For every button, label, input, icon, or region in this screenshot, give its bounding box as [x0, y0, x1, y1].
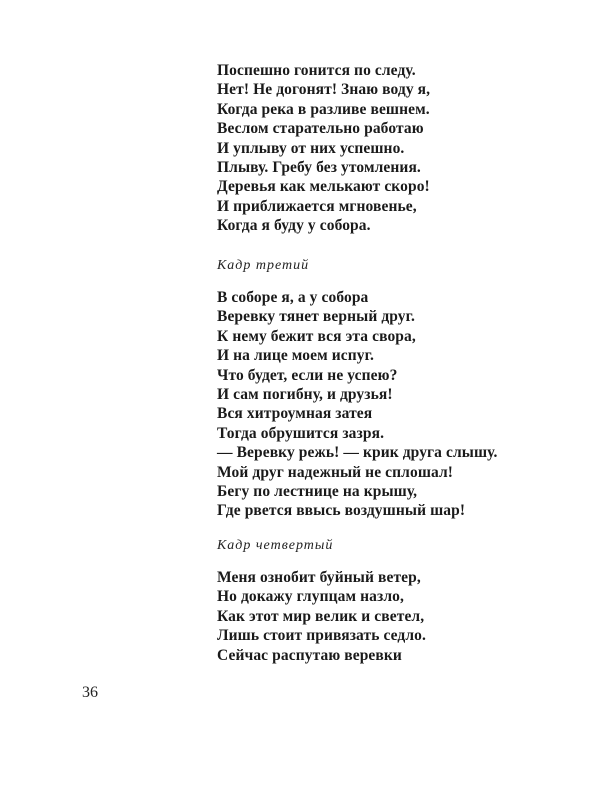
poem-line: — Веревку режь! — крик друга слышу. — [217, 444, 498, 462]
poem-line: Сейчас распутаю веревки — [217, 646, 402, 664]
poem-line: Что будет, если не успею? — [217, 366, 398, 384]
poem-line: К нему бежит вся эта свора, — [217, 327, 416, 345]
page-number: 36 — [82, 684, 98, 701]
poem-line: Мой друг надежный не сплошал! — [217, 463, 454, 481]
poem-line: Поспешно гонится по следу. — [217, 62, 416, 79]
poem-line: И уплыву от них успешно. — [217, 139, 405, 157]
poem-line: Деревья как мелькают скоро! — [217, 178, 430, 196]
poem-line: Бегу по лестнице на крышу, — [217, 483, 418, 501]
poem-stanza-1 — [217, 61, 430, 236]
section-heading-frame-3: Кадр третий — [217, 258, 310, 273]
poem-line: Вся хитроумная затея — [217, 405, 373, 423]
poem-line: Веревку тянет верный друг. — [217, 308, 415, 326]
poem-line: Как этот мир велик и светел, — [217, 607, 425, 625]
poem-line: Где рвется ввысь воздушный шар! — [217, 502, 466, 520]
poem-stanza-3 — [217, 568, 426, 665]
poem-line: Лишь стоит привязать седло. — [217, 627, 426, 645]
poem-stanza-2 — [217, 288, 497, 521]
poem-line: Когда я буду у собора. — [217, 217, 371, 235]
poem-line: И приближается мгновенье, — [217, 197, 417, 215]
poem-line: И сам погибну, и друзья! — [217, 386, 393, 404]
poem-line: Нет! Не догонят! Знаю воду я, — [217, 81, 431, 99]
poem-line: Веслом старательно работаю — [217, 120, 424, 138]
poem-line: Тогда обрушится зазря. — [217, 424, 385, 442]
poem-line: Но докажу глупцам назло, — [217, 588, 404, 606]
poem-line: В соборе я, а у собора — [217, 289, 369, 306]
poem-line: Меня ознобит буйный ветер, — [217, 569, 421, 586]
poem-line: Плыву. Гребу без утомления. — [217, 159, 421, 177]
poem-line: Когда река в разливе вешнем. — [217, 100, 430, 118]
poem-line: И на лице моем испуг. — [217, 347, 374, 365]
section-heading-frame-4: Кадр четвертый — [217, 538, 334, 553]
